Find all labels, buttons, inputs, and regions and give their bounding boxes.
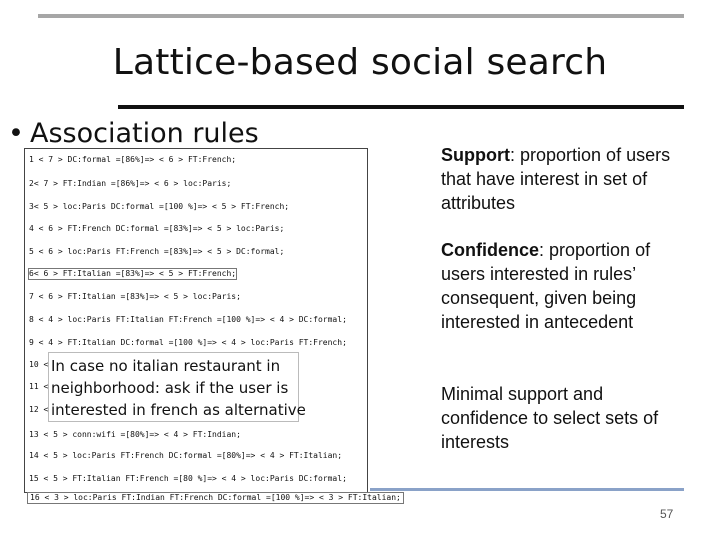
- rule-line: 14 < 5 > loc:Paris FT:French DC:formal =[80%]=> < 4 > FT:Italian;: [29, 451, 343, 460]
- rule-line: 10 <: [29, 360, 49, 369]
- rule-line: 15 < 5 > FT:Italian FT:French =[80 %]=> < 4 > loc:Paris DC:formal;: [29, 474, 347, 483]
- minimal-support-note: [441, 382, 711, 454]
- confidence-text: users interested in rules’: [441, 264, 637, 284]
- rule-line: 8 < 4 > loc:Paris FT:Italian FT:French =[100 %]=> < 4 > DC:formal;: [29, 315, 347, 324]
- rule-line: 2< 7 > FT:Indian =[86%]=> < 6 > loc:Paris;: [29, 179, 232, 188]
- confidence-definition: [441, 238, 711, 334]
- callout-line: interested in french as alternative: [51, 401, 306, 419]
- callout-line: neighborhood: ask if the user is: [51, 379, 289, 397]
- rule-line: 12 <: [29, 405, 49, 414]
- minimal-text: interests: [441, 432, 510, 452]
- rule-line: 13 < 5 > conn:wifi =[80%]=> < 4 > FT:Indian;: [29, 430, 241, 439]
- minimal-text: Minimal support and: [441, 384, 604, 404]
- support-text: that have interest in set of: [441, 169, 648, 189]
- bullet-association-rules: [8, 118, 259, 149]
- minimal-text: confidence to select sets of: [441, 408, 659, 428]
- confidence-text: : proportion of: [539, 240, 651, 260]
- support-text: attributes: [441, 193, 516, 213]
- bottom-divider: [370, 488, 684, 491]
- rule-line: 9 < 4 > FT:Italian DC:formal =[100 %]=> < 4 > loc:Paris FT:French;: [29, 338, 347, 347]
- rule-line: 4 < 6 > FT:French DC:formal =[83%]=> < 5 > loc:Paris;: [29, 224, 285, 233]
- title-underline: [118, 105, 684, 109]
- page-number: 57: [660, 507, 674, 521]
- callout-box: [48, 352, 306, 422]
- slide-title: Lattice-based social search: [112, 42, 608, 83]
- support-text: : proportion of users: [510, 145, 671, 165]
- top-divider: [38, 14, 684, 18]
- rules-panel: [24, 148, 368, 493]
- rule-line: 1 < 7 > DC:formal =[86%]=> < 6 > FT:French;: [29, 155, 237, 164]
- support-definition: [441, 143, 711, 215]
- rule-line-highlighted: 6< 6 > FT:Italian =[83%]=> < 5 > FT:French;: [29, 269, 237, 278]
- rule-line: 3< 5 > loc:Paris DC:formal =[100 %]=> < 5 > FT:French;: [29, 202, 290, 211]
- confidence-term: Confidence: [441, 240, 540, 260]
- rule-line: 11 <: [29, 382, 49, 391]
- rule-line: 7 < 6 > FT:Italian =[83%]=> < 5 > loc:Paris;: [29, 292, 241, 301]
- rule-line: 5 < 6 > loc:Paris FT:French =[83%]=> < 5 > DC:formal;: [29, 247, 285, 256]
- confidence-text: interested in antecedent: [441, 312, 634, 332]
- confidence-text: consequent, given being: [441, 288, 637, 308]
- support-term: Support: [441, 145, 510, 165]
- callout-line: In case no italian restaurant in: [51, 357, 281, 375]
- bullet-icon: •: [8, 118, 24, 149]
- bullet-text: Association rules: [30, 118, 259, 149]
- rule-line-highlighted: 16 < 3 > loc:Paris FT:Indian FT:French DC:formal =[100 %]=> < 3 > FT:Italian;: [30, 493, 401, 502]
